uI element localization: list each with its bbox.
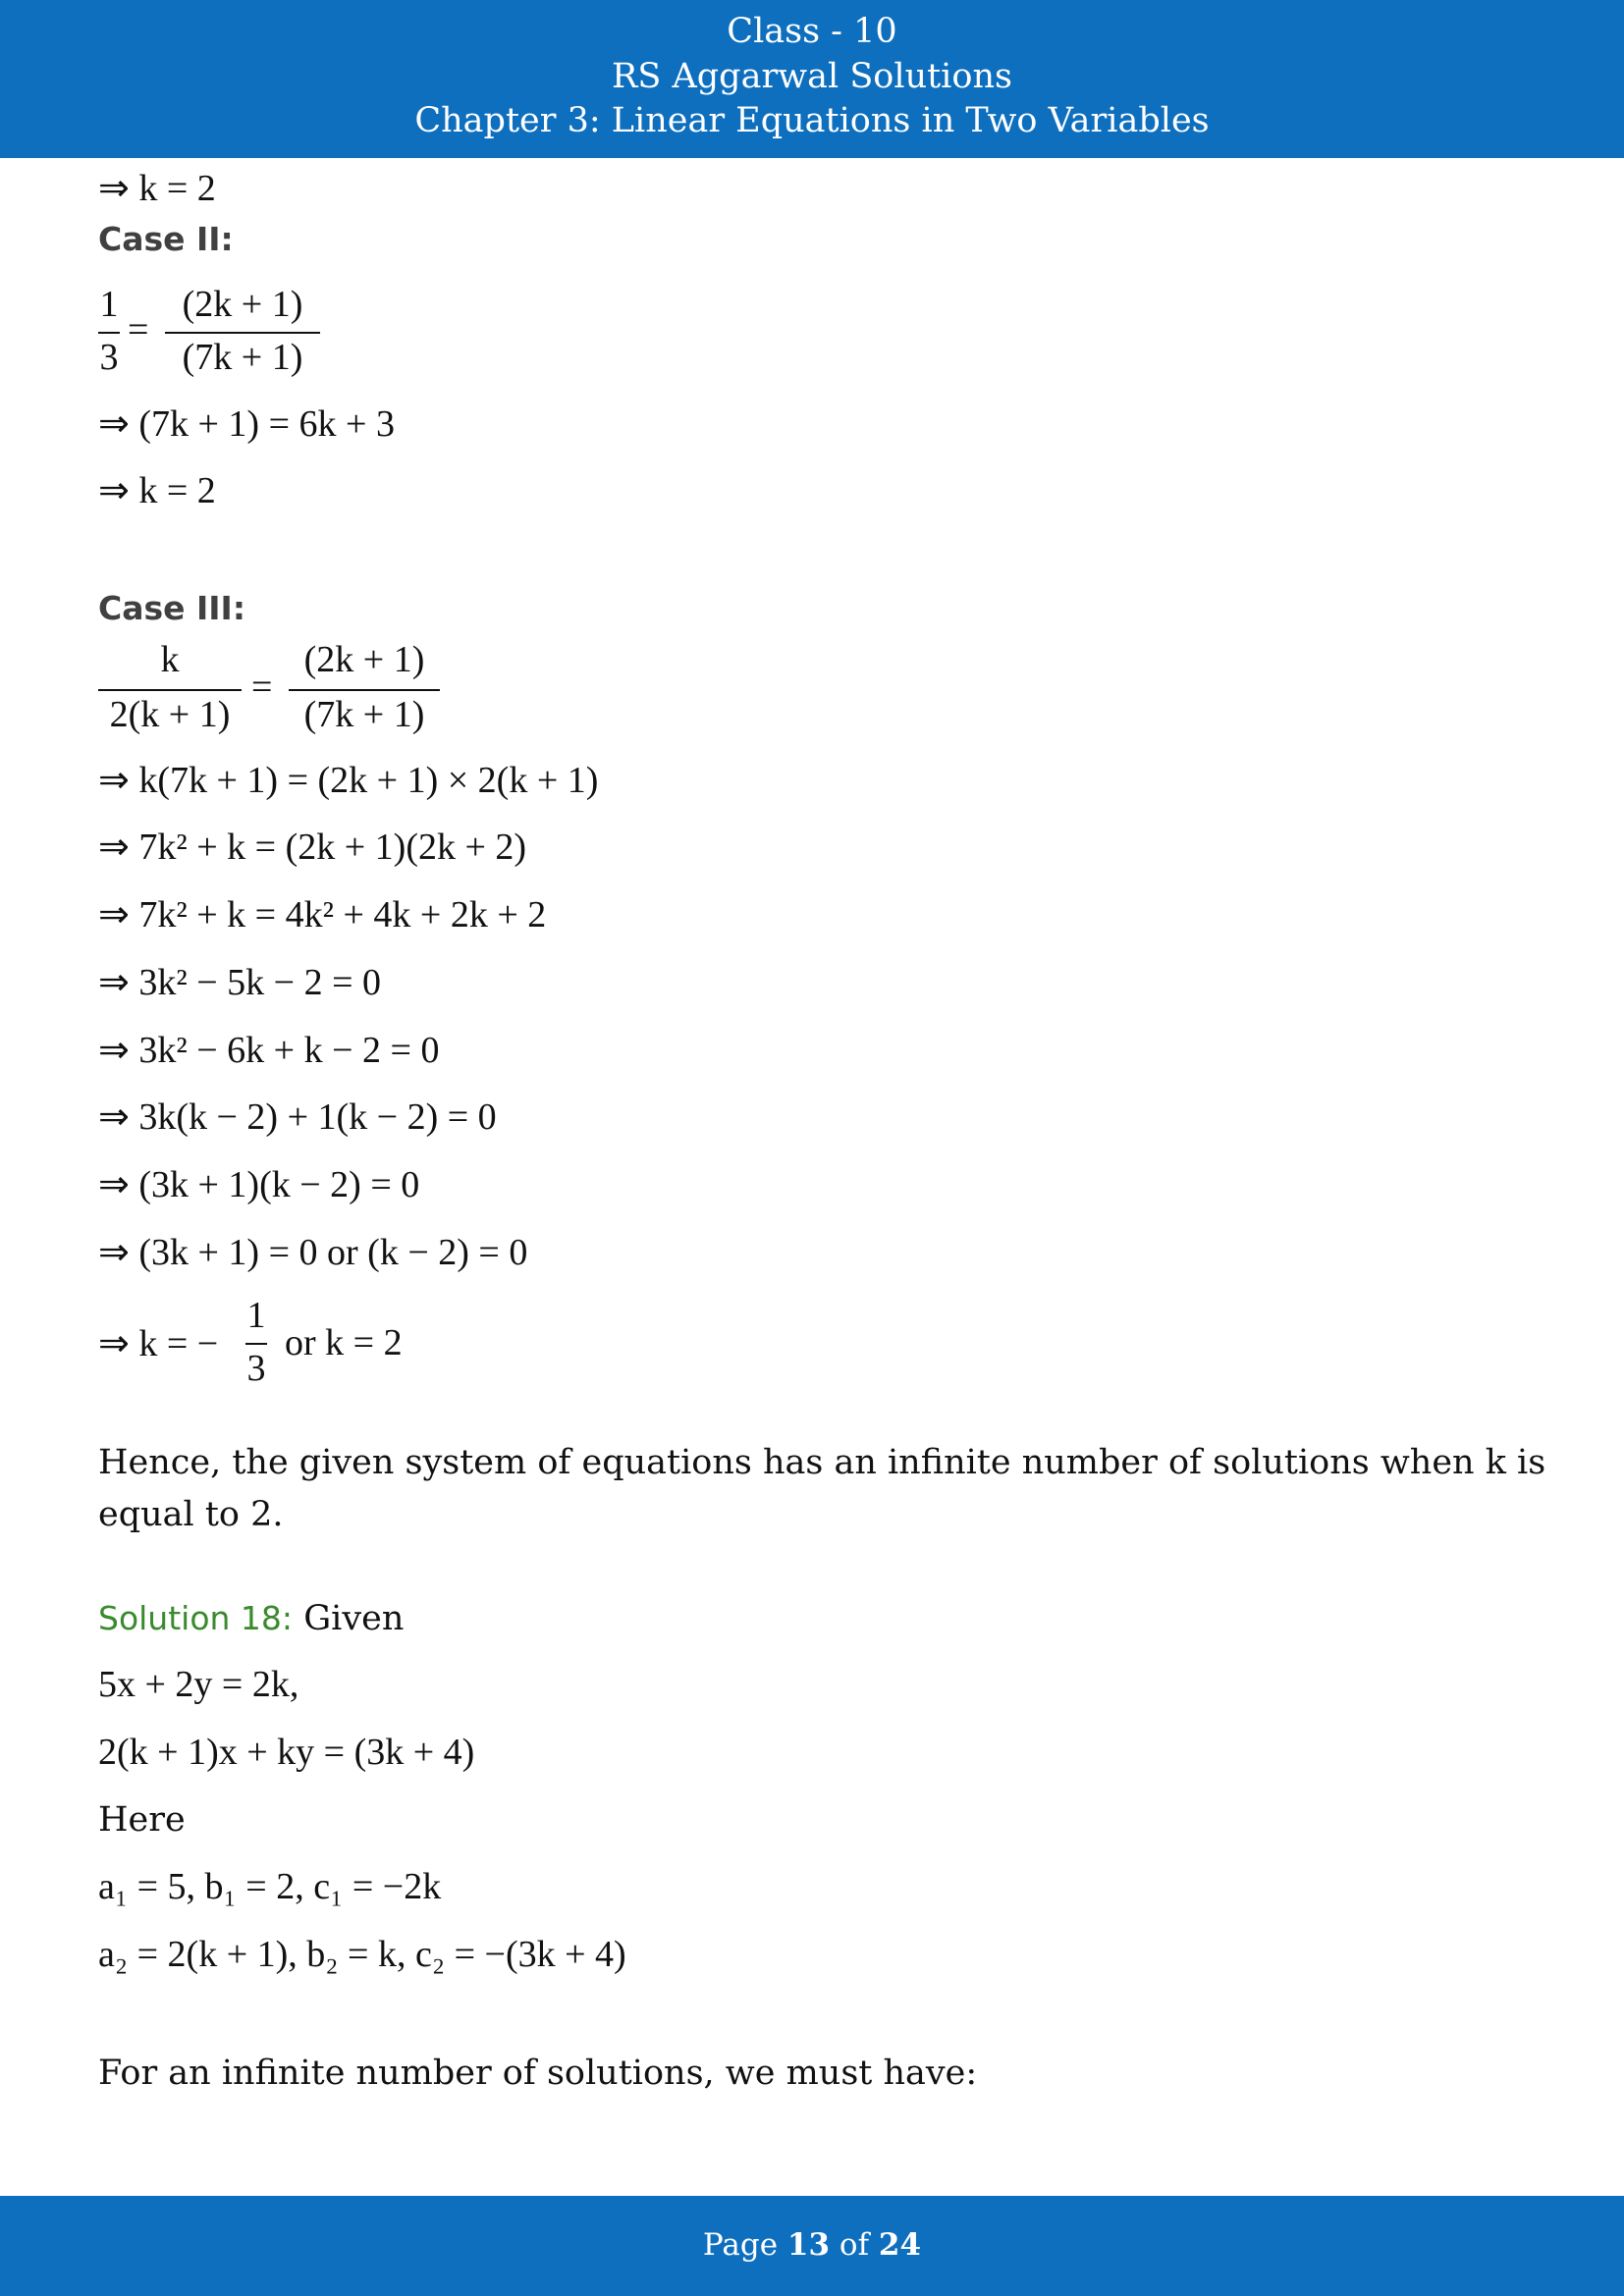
page-of: of xyxy=(839,2227,870,2263)
case3-frac-right-den: (7k + 1) xyxy=(303,694,425,735)
case3-step: ⇒ 3k(k − 2) + 1(k − 2) = 0 xyxy=(98,1096,497,1138)
conclusion-line1: Hence, the given system of equations has an infinite number of solutions when k is xyxy=(98,1443,1546,1482)
case2-label: Case II: xyxy=(98,220,234,258)
case3-step: ⇒ 3k² − 6k + k − 2 = 0 xyxy=(98,1030,440,1071)
page-total: 24 xyxy=(878,2227,922,2263)
case3-frac-right-num: (2k + 1) xyxy=(303,639,425,680)
case3-final-suffix: or k = 2 xyxy=(285,1322,403,1363)
page-indicator xyxy=(0,2227,1624,2263)
case3-frac-left-bar xyxy=(98,689,242,691)
solution18-label: Solution 18: xyxy=(98,1599,294,1637)
page-header xyxy=(0,0,1624,158)
case3-equals: = xyxy=(251,667,273,708)
solution18-here: Here xyxy=(98,1800,186,1840)
solution18-heading xyxy=(98,1597,404,1640)
case3-step: ⇒ (3k + 1) = 0 or (k − 2) = 0 xyxy=(98,1232,528,1273)
page-current: 13 xyxy=(786,2227,831,2263)
page-footer xyxy=(0,2196,1624,2296)
case3-step: ⇒ 7k² + k = (2k + 1)(2k + 2) xyxy=(98,827,527,868)
solution18-closing: For an infinite number of solutions, we must have: xyxy=(98,2054,978,2093)
solution18-coef2: a₂ = 2(k + 1), b₂ = k, c₂ = −(3k + 4) xyxy=(98,1934,626,1975)
header-class: Class - 10 xyxy=(727,12,897,51)
case3-step: ⇒ (3k + 1)(k − 2) = 0 xyxy=(98,1164,420,1205)
case3-step: ⇒ k(7k + 1) = (2k + 1) × 2(k + 1) xyxy=(98,760,599,801)
case1-result: ⇒ k = 2 xyxy=(98,168,216,209)
case3-step: ⇒ 7k² + k = 4k² + 4k + 2k + 2 xyxy=(98,894,547,935)
case3-final-num: 1 xyxy=(246,1295,266,1336)
conclusion-line2: equal to 2. xyxy=(98,1495,284,1534)
case3-fraction xyxy=(98,638,452,746)
header-chapter: Chapter 3: Linear Equations in Two Variables xyxy=(414,101,1210,140)
case2-frac-right-num: (2k + 1) xyxy=(182,284,303,325)
case3-frac-right-bar xyxy=(289,689,440,691)
solution18-coef1: a₁ = 5, b₁ = 2, c₁ = −2k xyxy=(98,1866,442,1907)
case3-label: Case III: xyxy=(98,589,246,627)
case2-frac-right-bar xyxy=(165,332,320,334)
case2-step1: ⇒ (7k + 1) = 6k + 3 xyxy=(98,403,395,445)
solution18-given: Given xyxy=(303,1599,405,1638)
case2-fraction xyxy=(98,283,334,391)
case2-frac-left-bar xyxy=(98,332,120,334)
case2-frac-left-num: 1 xyxy=(99,284,119,325)
case3-step: ⇒ 3k² − 5k − 2 = 0 xyxy=(98,962,382,1003)
solution18-eq1: 5x + 2y = 2k, xyxy=(98,1664,299,1705)
case3-final-bar xyxy=(245,1343,267,1345)
case3-final-prefix: ⇒ k = − xyxy=(98,1323,219,1364)
case3-final xyxy=(98,1294,491,1392)
case2-equals: = xyxy=(128,309,149,350)
case3-final-den: 3 xyxy=(246,1348,266,1389)
case2-frac-left-den: 3 xyxy=(99,337,119,378)
page-word: Page xyxy=(702,2227,779,2263)
case2-frac-right-den: (7k + 1) xyxy=(182,337,303,378)
solution18-eq2: 2(k + 1)x + ky = (3k + 4) xyxy=(98,1732,475,1773)
case3-frac-left-num: k xyxy=(160,639,180,680)
case3-frac-left-den: 2(k + 1) xyxy=(109,694,231,735)
case2-step2: ⇒ k = 2 xyxy=(98,470,216,511)
header-book: RS Aggarwal Solutions xyxy=(612,57,1012,96)
